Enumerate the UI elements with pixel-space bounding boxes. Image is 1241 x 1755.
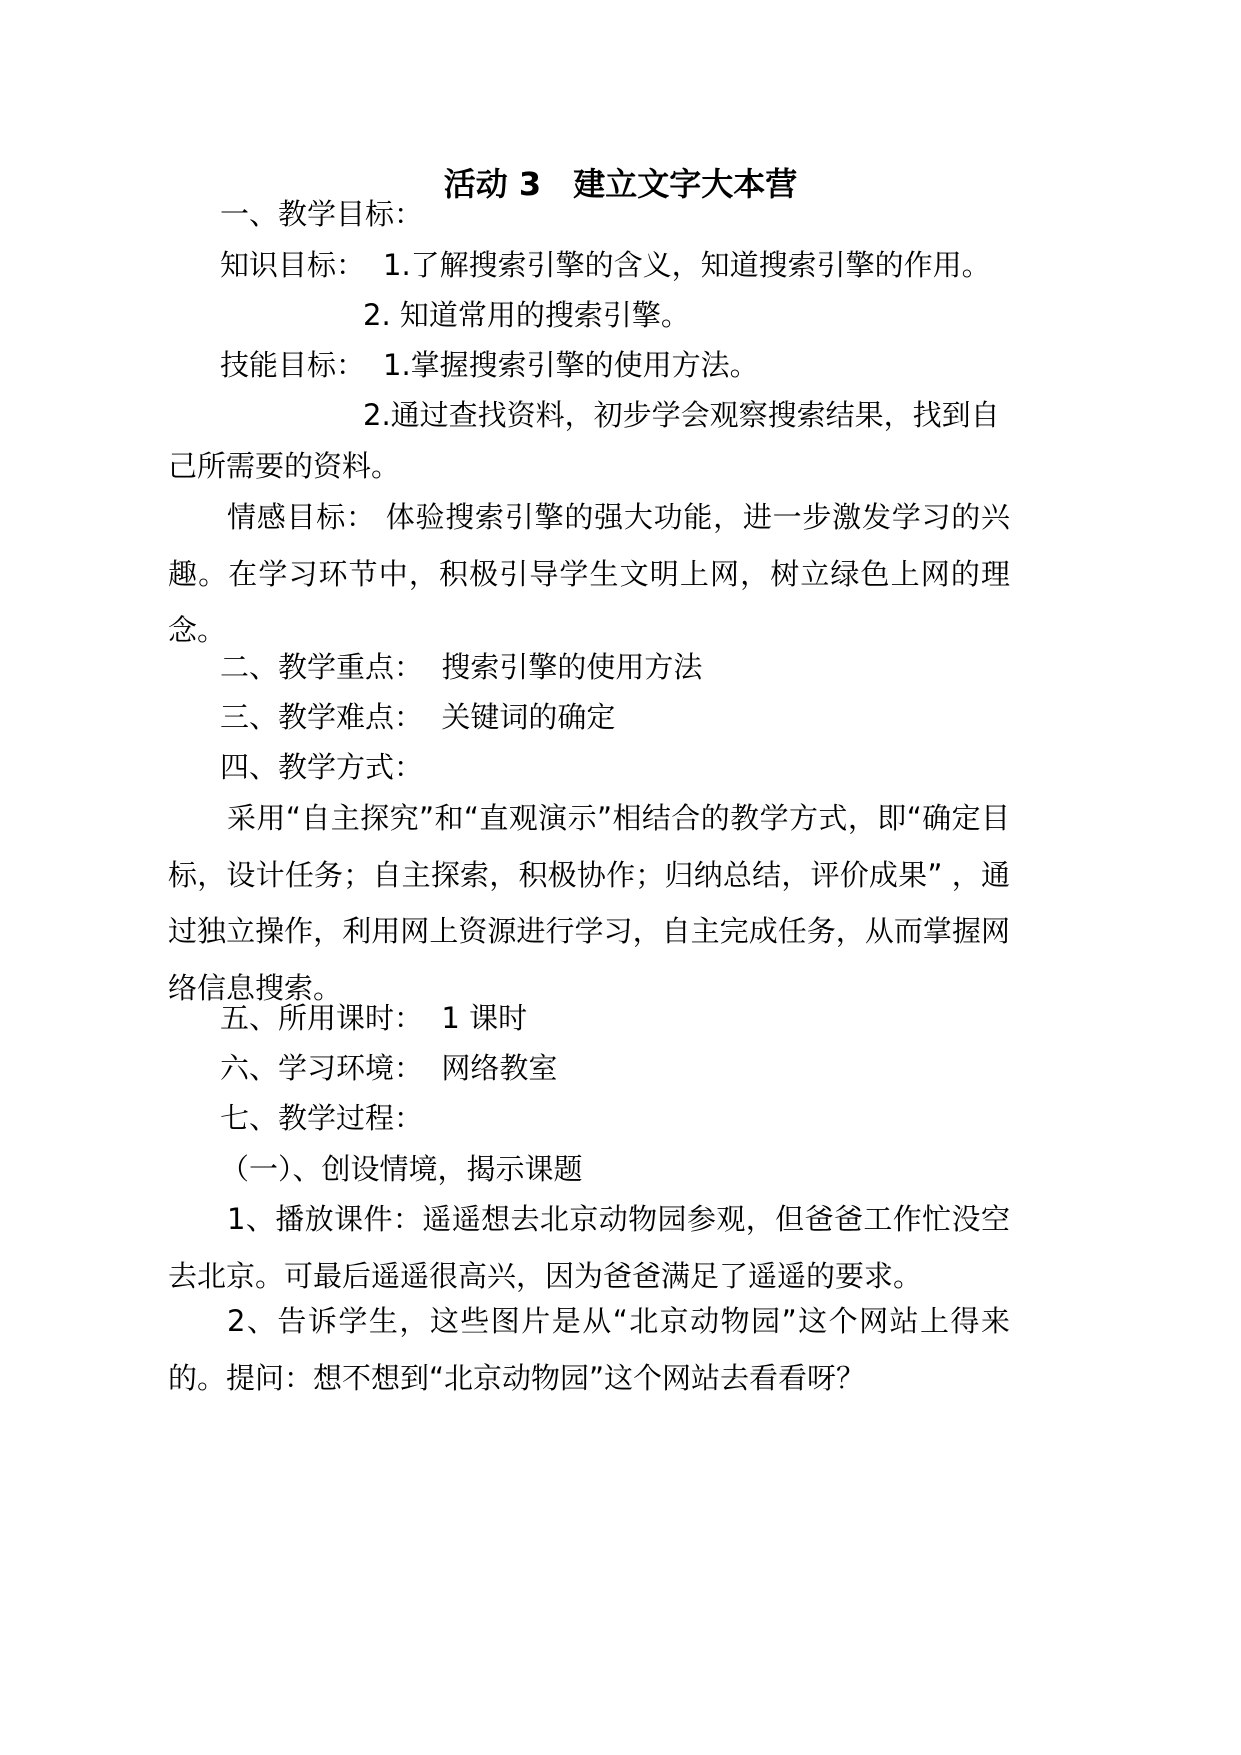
section-heading-objectives: 一、教学目标： <box>220 197 424 231</box>
section-environment: 六、学习环境： 网络教室 <box>220 1051 558 1085</box>
skill-objective-item-2-line-2: 己所需要的资料。 <box>168 449 401 483</box>
emotion-objective-paragraph: 情感目标： 体验搜索引擎的强大功能，进一步激发学习的兴趣。在学习环节中，积极引导学生文明上网，树立绿色上网的理念。 <box>168 500 1010 647</box>
document-title: 活动 3 建立文字大本营 <box>443 165 798 203</box>
step-1-heading: （一）、创设情境，揭示课题 <box>220 1152 583 1186</box>
skill-objective-label: 技能目标： <box>220 348 366 382</box>
section-teaching-difficulty: 三、教学难点： 关键词的确定 <box>220 700 616 734</box>
knowledge-objective-item-1: 1.了解搜索引擎的含义，知道搜索引擎的作用。 <box>383 248 991 282</box>
process-paragraph-2: 2、告诉学生，这些图片是从“北京动物园”这个网站上得来的。提问：想不想到“北京动物园”这个网站去看看呀？ <box>168 1304 1010 1395</box>
process-paragraph-1: 1、播放课件：遥遥想去北京动物园参观，但爸爸工作忙没空去北京。可最后遥遥很高兴，因为爸爸满足了遥遥的要求。 <box>168 1202 1010 1293</box>
section-heading-method: 四、教学方式： <box>220 750 424 784</box>
knowledge-objective-item-2: 2. 知道常用的搜索引擎。 <box>363 298 690 332</box>
section-heading-process: 七、教学过程： <box>220 1101 424 1135</box>
knowledge-objective-label: 知识目标： <box>220 248 366 282</box>
section-teaching-focus: 二、教学重点： 搜索引擎的使用方法 <box>220 650 703 684</box>
teaching-method-paragraph: 采用“自主探究”和“直观演示”相结合的教学方式，即“确定目标，设计任务；自主探索，积极协作；归纳总结，评价成果” ，通过独立操作，利用网上资源进行学习，自主完成任务，从而掌握网络信息搜索。 <box>168 801 1010 1005</box>
section-class-hours: 五、所用课时： 1 课时 <box>220 1001 528 1035</box>
skill-objective-item-2-line-1: 2.通过查找资料，初步学会观察搜索结果，找到自 <box>363 398 1000 432</box>
skill-objective-item-1: 1.掌握搜索引擎的使用方法。 <box>383 348 759 382</box>
